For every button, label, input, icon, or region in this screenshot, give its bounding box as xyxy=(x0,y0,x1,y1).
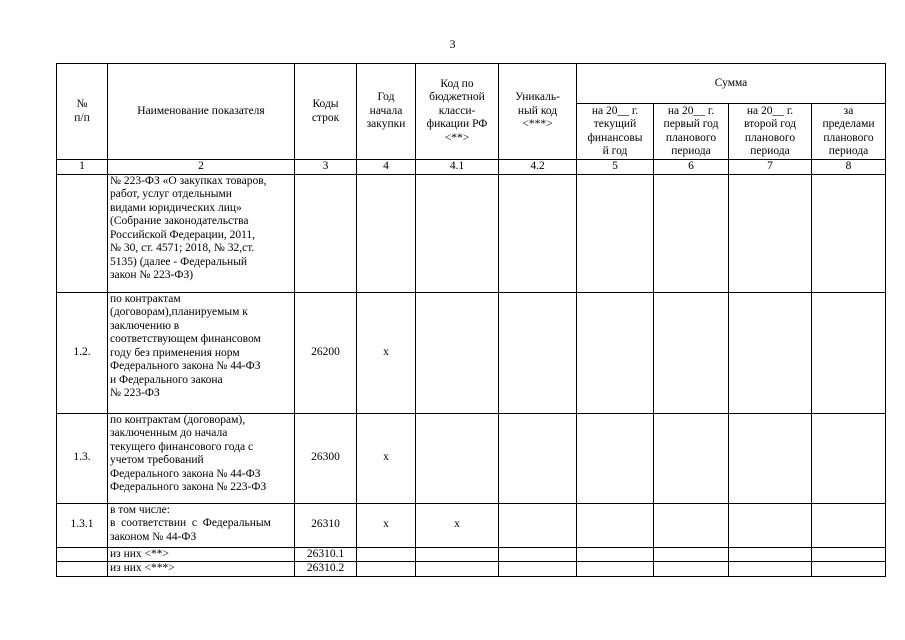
row-number xyxy=(57,562,108,577)
column-number: 7 xyxy=(729,160,812,175)
row-budget-code xyxy=(416,413,499,503)
row-sum-beyond xyxy=(812,292,886,413)
row-code: 26200 xyxy=(295,292,357,413)
row-unique-code xyxy=(499,413,577,503)
row-sum-current xyxy=(577,503,654,547)
row-year: х xyxy=(357,292,416,413)
row-unique-code xyxy=(499,562,577,577)
row-sum-current xyxy=(577,174,654,292)
row-sum-current xyxy=(577,562,654,577)
table-row xyxy=(57,292,886,413)
column-numbers-row xyxy=(57,160,886,175)
row-sum-first xyxy=(654,174,729,292)
header-indicator-name: Наименование показателя xyxy=(108,64,295,160)
table-row xyxy=(57,562,886,577)
row-year: х xyxy=(357,503,416,547)
header-unique-code: Уникаль- ный код <***> xyxy=(499,64,577,160)
row-code: 26300 xyxy=(295,413,357,503)
row-sum-second xyxy=(729,292,812,413)
row-sum-beyond xyxy=(812,503,886,547)
row-sum-beyond xyxy=(812,547,886,562)
row-sum-current xyxy=(577,547,654,562)
header-sum-current-year: на 20__ г. текущий финансовы й год xyxy=(577,104,654,160)
row-budget-code: х xyxy=(416,503,499,547)
row-budget-code xyxy=(416,292,499,413)
column-number: 4.2 xyxy=(499,160,577,175)
row-sum-beyond xyxy=(812,413,886,503)
row-name: № 223-ФЗ «О закупках товаров, работ, услуг отдельными видами юридических лиц» (Собрание законодательства Российской Федерации, 2011, № 30, ст. 4571; 2018, № 32,ст. 5135) (далее - Федеральный закон № 223-ФЗ) xyxy=(108,174,295,292)
row-year xyxy=(357,562,416,577)
column-number: 5 xyxy=(577,160,654,175)
column-number: 6 xyxy=(654,160,729,175)
header-sum: Сумма xyxy=(577,64,886,104)
row-sum-current xyxy=(577,413,654,503)
row-number: 1.2. xyxy=(57,292,108,413)
column-number: 8 xyxy=(812,160,886,175)
column-number: 3 xyxy=(295,160,357,175)
row-name: по контрактам (договорам), заключенным до начала текущего финансового года с учетом требований Федерального закона № 44-ФЗ Федерального закона № 223-ФЗ xyxy=(108,413,295,503)
row-unique-code xyxy=(499,292,577,413)
row-year xyxy=(357,174,416,292)
row-sum-beyond xyxy=(812,174,886,292)
table-row xyxy=(57,547,886,562)
row-name: по контрактам (договорам),планируемым к заключению в соответствующем финансовом году без применения норм Федерального закона № 44-ФЗ и Федерального закона № 223-ФЗ xyxy=(108,292,295,413)
row-sum-second xyxy=(729,562,812,577)
header-start-year: Год начала закупки xyxy=(357,64,416,160)
column-number: 1 xyxy=(57,160,108,175)
header-row-codes: Коды строк xyxy=(295,64,357,160)
row-sum-second xyxy=(729,503,812,547)
row-name: из них <**> xyxy=(108,547,295,562)
row-sum-first xyxy=(654,547,729,562)
row-sum-second xyxy=(729,174,812,292)
row-name: из них <***> xyxy=(108,562,295,577)
table-row xyxy=(57,413,886,503)
row-name: в том числе: в соответствии с Федеральным законом № 44-ФЗ xyxy=(108,503,295,547)
row-budget-code xyxy=(416,562,499,577)
row-number: 1.3. xyxy=(57,413,108,503)
row-number: 1.3.1 xyxy=(57,503,108,547)
row-sum-first xyxy=(654,562,729,577)
column-number: 4.1 xyxy=(416,160,499,175)
header-sum-beyond-plan: за пределами планового периода xyxy=(812,104,886,160)
page-number: 3 xyxy=(449,37,456,51)
row-year: х xyxy=(357,413,416,503)
row-sum-second xyxy=(729,547,812,562)
column-number: 4 xyxy=(357,160,416,175)
row-unique-code xyxy=(499,547,577,562)
table-row xyxy=(57,503,886,547)
header-number: № п/п xyxy=(57,64,108,160)
row-sum-second xyxy=(729,413,812,503)
column-number: 2 xyxy=(108,160,295,175)
row-unique-code xyxy=(499,174,577,292)
row-number xyxy=(57,174,108,292)
header-sum-second-plan-year: на 20__ г. второй год планового периода xyxy=(729,104,812,160)
row-budget-code xyxy=(416,547,499,562)
header-budget-code: Код по бюджетной класси- фикации РФ <**> xyxy=(416,64,499,160)
header-sum-first-plan-year: на 20__ г. первый год планового периода xyxy=(654,104,729,160)
row-code: 26310 xyxy=(295,503,357,547)
row-code: 26310.1 xyxy=(295,547,357,562)
row-sum-first xyxy=(654,292,729,413)
row-sum-current xyxy=(577,292,654,413)
row-sum-beyond xyxy=(812,562,886,577)
row-sum-first xyxy=(654,503,729,547)
row-number xyxy=(57,547,108,562)
table-row xyxy=(57,174,886,292)
report-table xyxy=(56,63,886,577)
row-code: 26310.2 xyxy=(295,562,357,577)
row-sum-first xyxy=(654,413,729,503)
row-year xyxy=(357,547,416,562)
row-unique-code xyxy=(499,503,577,547)
row-budget-code xyxy=(416,174,499,292)
row-code xyxy=(295,174,357,292)
